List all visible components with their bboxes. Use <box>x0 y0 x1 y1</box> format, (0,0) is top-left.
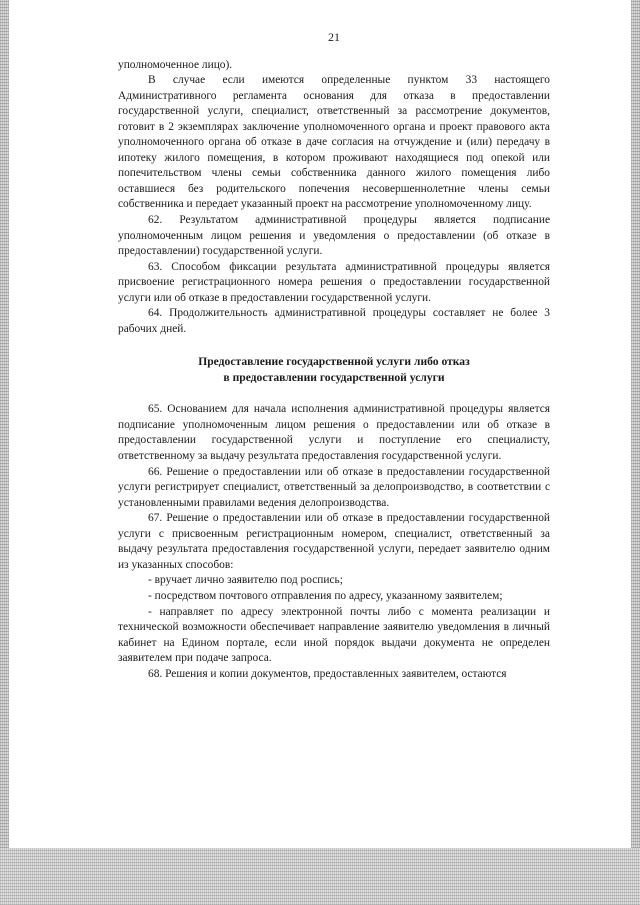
delivery-method-post: - посредством почтового отправления по адресу, указанному заявителем; <box>148 589 503 602</box>
section-heading <box>118 354 550 385</box>
paragraph-67: 67. Решение о предоставлении или об отказе в предоставлении государственной услуги с присвоенным регистрационным номером, специалист, ответственный за выдачу результата предоставления государственной услуги, передает заявителю одним из указанных способов: <box>118 512 550 571</box>
scan-bottom-margin <box>0 848 640 905</box>
section-heading-line-2: в предоставлении государственной услуги <box>223 370 445 384</box>
section-heading-line-1: Предоставление государственной услуги либо отказ <box>198 355 470 369</box>
paragraph-refusal-grounds: В случае если имеются определенные пунктом 33 настоящего Административного регламента основания для отказа в предоставлении государственной услуги, специалист, ответственный за рассмотрение документов, готовит в 2 экземплярах заключение уполномоченного органа и проект правового акта уполномоченного органа об отказе в даче согласия на отчуждение и (или) передачу в ипотеку жилого помещения, в котором проживают находящиеся под опекой или попечительством члены семьи собственника данного жилого помещения либо оставшиеся без родительского попечения несовершеннолетние члены семьи собственника и передает указанный проект на рассмотрение уполномоченному лицу. <box>118 74 550 211</box>
scan-edge-left <box>0 0 9 905</box>
document-page <box>118 30 550 682</box>
paragraph-continuation: уполномоченное лицо). <box>118 58 233 71</box>
paragraph-66: 66. Решение о предоставлении или об отказе в предоставлении государственной услуги регистрирует специалист, ответственный за делопроизводство, в соответствии с установленными правилами ведения делопроизводства. <box>118 465 550 509</box>
paragraph-62: 62. Результатом административной процедуры является подписание уполномоченным лицом решения и уведомления о предоставлении (об отказе в предоставлении) государственной услуги. <box>118 214 550 258</box>
scan-edge-right <box>631 0 640 905</box>
delivery-method-in-person: - вручает лично заявителю под роспись; <box>148 574 343 587</box>
page-number: 21 <box>328 30 340 44</box>
delivery-method-electronic: - направляет по адресу электронной почты либо с момента реализации и технической возможности обеспечивает направление заявителю уведомления в личный кабинет на Едином портале, если иной порядок выдачи документа не определен заявителем при подаче запроса. <box>118 605 550 665</box>
paragraph-63: 63. Способом фиксации результата административной процедуры является присвоение регистрационного номера решения о предоставлении государственной услуги или об отказе в предоставлении государственной услуги. <box>118 260 550 304</box>
paragraph-68: 68. Решения и копии документов, предоставленных заявителем, остаются <box>148 667 507 680</box>
paragraph-65: 65. Основанием для начала исполнения административной процедуры является подписание уполномоченным лицом решения о предоставлении или об отказе в предоставлении государственной услуги и поступление его специалисту, ответственному за выдачу результата предоставления государственной услуги. <box>118 403 550 463</box>
paragraph-64: 64. Продолжительность административной процедуры составляет не более 3 рабочих дней. <box>118 307 550 335</box>
